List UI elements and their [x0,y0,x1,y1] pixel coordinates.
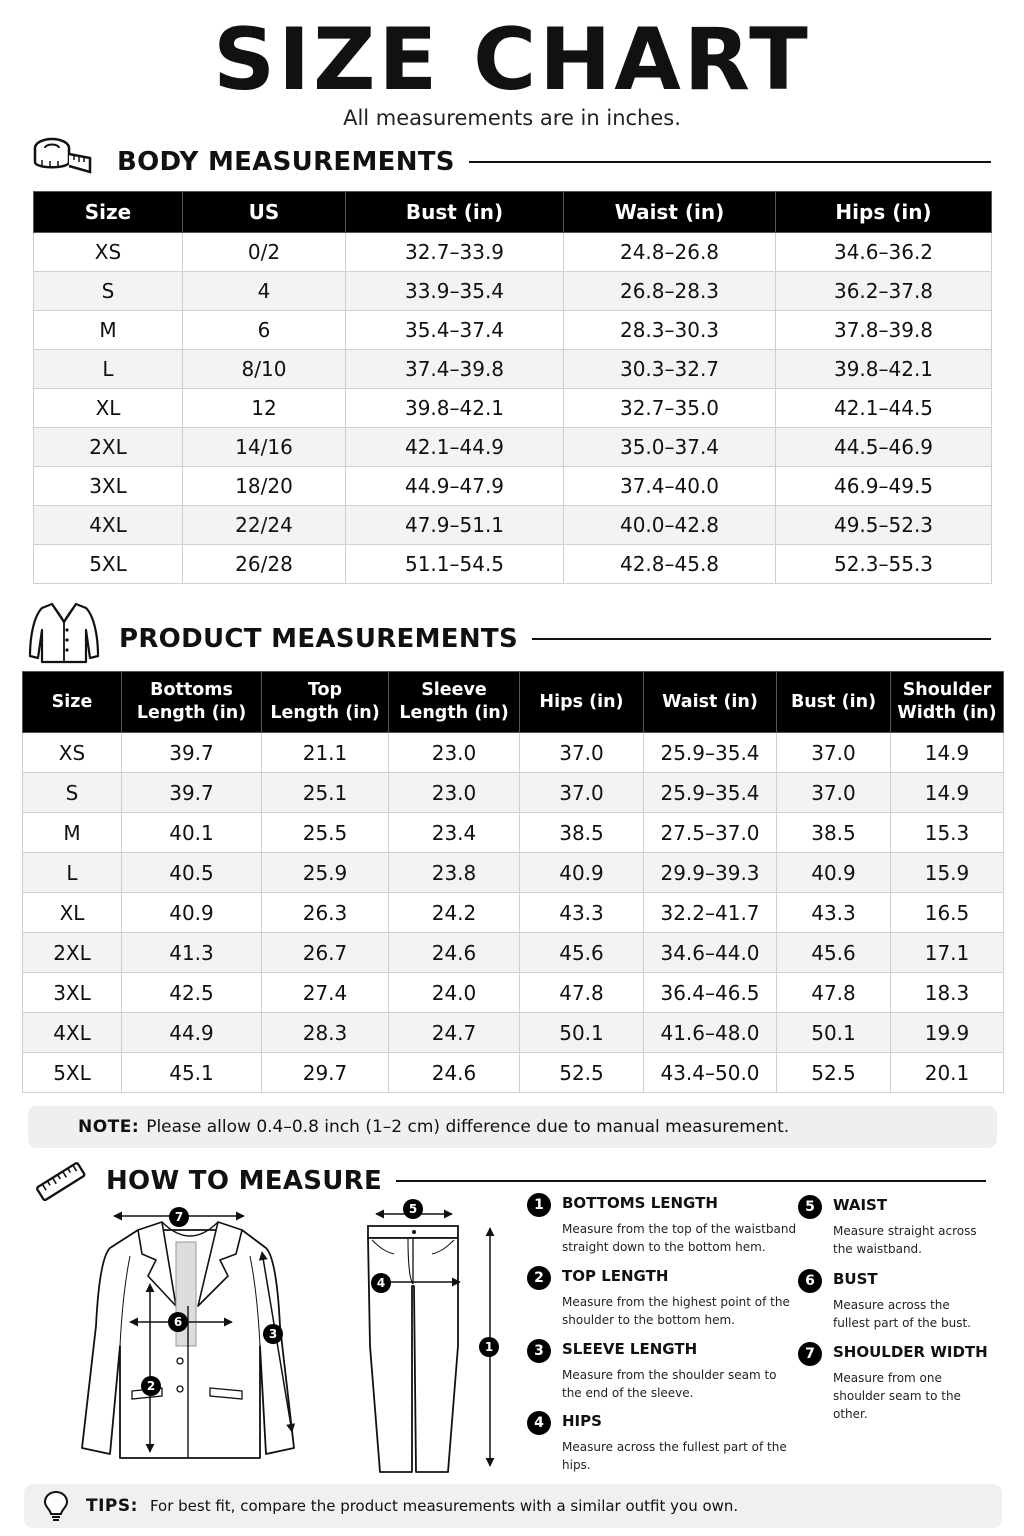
cardigan-icon [26,600,102,664]
product-measurements-table [22,671,1004,1093]
column-header-line: Length (in) [399,703,509,723]
table-cell: 12 [183,389,346,428]
table-cell: XL [34,389,183,428]
column-header-line: Length (in) [270,703,380,723]
how-to-measure-title: HOW TO MEASURE [106,1166,383,1196]
step-number: 3 [527,1339,551,1363]
table-cell: 42.5 [122,973,262,1013]
table-cell: 40.9 [777,853,891,893]
table-cell: 2XL [34,428,183,467]
table-cell: 36.4–46.5 [644,973,777,1013]
note-banner [28,1106,997,1148]
page-subtitle: All measurements are in inches. [343,106,681,130]
step-title: BOTTOMS LENGTH [562,1194,718,1212]
column-header-line: Width (in) [897,703,997,723]
table-cell: 20.1 [891,1053,1004,1093]
table-cell: 32.7–35.0 [564,389,776,428]
column-header [262,672,389,733]
diagram-marker-7: 7 [169,1207,189,1227]
table-cell: 27.4 [262,973,389,1013]
table-cell: 37.0 [777,773,891,813]
table-row [23,733,1004,773]
table-row [23,813,1004,853]
step-description: Measure from the top of the waistband straight down to the bottom hem. [562,1222,797,1254]
body-measurements-title: BODY MEASUREMENTS [117,147,455,177]
table-cell: 39.7 [122,733,262,773]
diagram-marker-6: 6 [168,1312,188,1332]
table-cell: 14.9 [891,773,1004,813]
tips-banner [24,1484,1002,1528]
table-cell: 38.5 [520,813,644,853]
table-cell: L [23,853,122,893]
table-cell: 4 [183,272,346,311]
column-header-line: Bottoms [150,680,233,700]
table-cell: 32.7–33.9 [346,233,564,272]
table-cell: 47.9–51.1 [346,506,564,545]
table-cell: 45.6 [520,933,644,973]
table-cell: 2XL [23,933,122,973]
table-cell: 41.6–48.0 [644,1013,777,1053]
table-cell: 46.9–49.5 [776,467,992,506]
column-header: Size [34,192,183,233]
table-cell: 18.3 [891,973,1004,1013]
table-cell: 37.4–40.0 [564,467,776,506]
table-cell: 37.8–39.8 [776,311,992,350]
table-cell: 35.4–37.4 [346,311,564,350]
table-cell: XS [34,233,183,272]
table-cell: 25.9–35.4 [644,773,777,813]
table-row [34,428,992,467]
table-cell: 24.8–26.8 [564,233,776,272]
diagram-marker-2: 2 [141,1376,161,1396]
product-measurements-header [119,619,991,659]
table-cell: 43.3 [777,893,891,933]
table-cell: 44.5–46.9 [776,428,992,467]
column-header [122,672,262,733]
table-cell: 15.9 [891,853,1004,893]
table-cell: 33.9–35.4 [346,272,564,311]
table-row [34,545,992,584]
column-header-line: Shoulder [902,680,992,700]
table-cell: 4XL [23,1013,122,1053]
table-cell: 34.6–36.2 [776,233,992,272]
table-cell: 3XL [23,973,122,1013]
column-header-line: Sleeve [421,680,487,700]
table-cell: 25.5 [262,813,389,853]
table-row [23,1013,1004,1053]
table-cell: 43.3 [520,893,644,933]
table-cell: 43.4–50.0 [644,1053,777,1093]
step-number: 5 [798,1195,822,1219]
table-cell: 47.8 [777,973,891,1013]
table-header-row [34,192,992,233]
measuring-tape-icon [30,132,94,180]
table-cell: 22/24 [183,506,346,545]
table-cell: XL [23,893,122,933]
table-cell: 28.3 [262,1013,389,1053]
table-cell: 4XL [34,506,183,545]
diagram-marker-1: 1 [479,1337,499,1357]
column-header-line: Waist (in) [662,691,758,712]
product-measurements-title: PRODUCT MEASUREMENTS [119,624,518,654]
table-row [23,973,1004,1013]
table-cell: 42.1–44.9 [346,428,564,467]
diagram-marker-4: 4 [371,1273,391,1293]
step-description: Measure from the shoulder seam to the end of the sleeve. [562,1368,777,1400]
table-cell: M [34,311,183,350]
table-cell: 30.3–32.7 [564,350,776,389]
column-header-line: Top [307,680,343,700]
column-header-line: Length (in) [136,703,247,723]
table-cell: 49.5–52.3 [776,506,992,545]
table-cell: 40.1 [122,813,262,853]
table-row [23,933,1004,973]
table-cell: 24.0 [389,973,520,1013]
step-number: 1 [527,1193,551,1217]
table-cell: 24.7 [389,1013,520,1053]
table-cell: 42.8–45.8 [564,545,776,584]
table-row [23,1053,1004,1093]
table-cell: 0/2 [183,233,346,272]
diagram-marker-5: 5 [403,1199,423,1219]
body-measurements-header [117,142,991,182]
step-description: Measure from one shoulder seam to the other. [833,1371,961,1421]
table-cell: 44.9–47.9 [346,467,564,506]
table-row [34,272,992,311]
table-cell: 45.1 [122,1053,262,1093]
table-cell: 52.5 [520,1053,644,1093]
table-cell: 25.9–35.4 [644,733,777,773]
column-header: Bust (in) [346,192,564,233]
table-cell: 23.8 [389,853,520,893]
tips-text: For best fit, compare the product measurements with a similar outfit you own. [149,1497,739,1515]
table-cell: 38.5 [777,813,891,853]
step-description: Measure from the highest point of the shoulder to the bottom hem. [562,1295,790,1327]
lightbulb-icon [42,1490,70,1522]
table-row [34,311,992,350]
table-cell: 27.5–37.0 [644,813,777,853]
table-cell: 39.7 [122,773,262,813]
diagram-marker-3: 3 [263,1324,283,1344]
column-header [644,672,777,733]
table-cell: 36.2–37.8 [776,272,992,311]
table-cell: 34.6–44.0 [644,933,777,973]
table-row [23,853,1004,893]
table-cell: 18/20 [183,467,346,506]
step-description: Measure across the fullest part of the hips. [562,1440,787,1472]
table-cell: 19.9 [891,1013,1004,1053]
table-row [23,773,1004,813]
table-cell: XS [23,733,122,773]
column-header-line: Bust (in) [790,691,877,712]
table-cell: 24.6 [389,933,520,973]
table-cell: 37.0 [777,733,891,773]
step-number: 6 [798,1269,822,1293]
table-cell: 15.3 [891,813,1004,853]
table-cell: 21.1 [262,733,389,773]
column-header: Hips (in) [776,192,992,233]
table-cell: 37.0 [520,773,644,813]
table-cell: 5XL [34,545,183,584]
table-cell: 52.3–55.3 [776,545,992,584]
table-cell: S [23,773,122,813]
table-cell: L [34,350,183,389]
table-cell: 45.6 [777,933,891,973]
table-row [34,233,992,272]
note-label: NOTE: [78,1117,140,1137]
table-cell: 14/16 [183,428,346,467]
table-cell: 26.7 [262,933,389,973]
table-cell: 14.9 [891,733,1004,773]
table-cell: 42.1–44.5 [776,389,992,428]
table-row [34,467,992,506]
table-cell: 24.6 [389,1053,520,1093]
table-cell: 41.3 [122,933,262,973]
note-text: Please allow 0.4–0.8 inch (1–2 cm) difference due to manual measurement. [146,1117,790,1137]
table-cell: 29.9–39.3 [644,853,777,893]
column-header [389,672,520,733]
table-cell: S [34,272,183,311]
section-divider [469,161,991,163]
table-cell: 47.8 [520,973,644,1013]
table-cell: 28.3–30.3 [564,311,776,350]
table-cell: 40.9 [520,853,644,893]
table-header-row [23,672,1004,733]
column-header-line: Hips (in) [539,691,624,712]
table-cell: 32.2–41.7 [644,893,777,933]
table-cell: 44.9 [122,1013,262,1053]
section-divider [532,638,991,640]
step-title: SLEEVE LENGTH [562,1340,698,1358]
body-measurements-table [33,191,992,584]
table-cell: 40.5 [122,853,262,893]
table-cell: 24.2 [389,893,520,933]
column-header [23,672,122,733]
table-cell: 16.5 [891,893,1004,933]
table-cell: 39.8–42.1 [346,389,564,428]
table-cell: 23.0 [389,733,520,773]
section-divider [396,1180,986,1182]
table-cell: 39.8–42.1 [776,350,992,389]
table-cell: 37.4–39.8 [346,350,564,389]
table-cell: 26.3 [262,893,389,933]
table-cell: 3XL [34,467,183,506]
table-cell: 25.1 [262,773,389,813]
step-number: 2 [527,1266,551,1290]
table-cell: 26/28 [183,545,346,584]
table-cell: 29.7 [262,1053,389,1093]
table-cell: 40.0–42.8 [564,506,776,545]
table-cell: 25.9 [262,853,389,893]
step-title: TOP LENGTH [562,1267,669,1285]
table-cell: 23.4 [389,813,520,853]
step-title: WAIST [833,1196,888,1214]
step-title: SHOULDER WIDTH [833,1343,988,1361]
page-title: SIZE CHART [213,10,811,110]
table-cell: 6 [183,311,346,350]
table-cell: 52.5 [777,1053,891,1093]
tips-label: TIPS: [86,1496,138,1516]
table-cell: 23.0 [389,773,520,813]
column-header [777,672,891,733]
column-header: Waist (in) [564,192,776,233]
table-row [34,389,992,428]
table-cell: 50.1 [520,1013,644,1053]
step-description: Measure across the fullest part of the bust. [833,1298,971,1330]
column-header [891,672,1004,733]
step-title: BUST [833,1270,878,1288]
column-header-line: Size [51,691,93,712]
table-row [23,893,1004,933]
table-cell: 35.0–37.4 [564,428,776,467]
column-header: US [183,192,346,233]
step-number: 4 [527,1411,551,1435]
table-cell: 5XL [23,1053,122,1093]
table-cell: 51.1–54.5 [346,545,564,584]
table-cell: 37.0 [520,733,644,773]
step-description: Measure straight across the waistband. [833,1224,977,1256]
table-cell: M [23,813,122,853]
table-row [34,506,992,545]
step-number: 7 [798,1342,822,1366]
table-cell: 8/10 [183,350,346,389]
table-cell: 17.1 [891,933,1004,973]
column-header [520,672,644,733]
table-cell: 40.9 [122,893,262,933]
step-title: HIPS [562,1412,602,1430]
table-row [34,350,992,389]
table-cell: 26.8–28.3 [564,272,776,311]
table-cell: 50.1 [777,1013,891,1053]
